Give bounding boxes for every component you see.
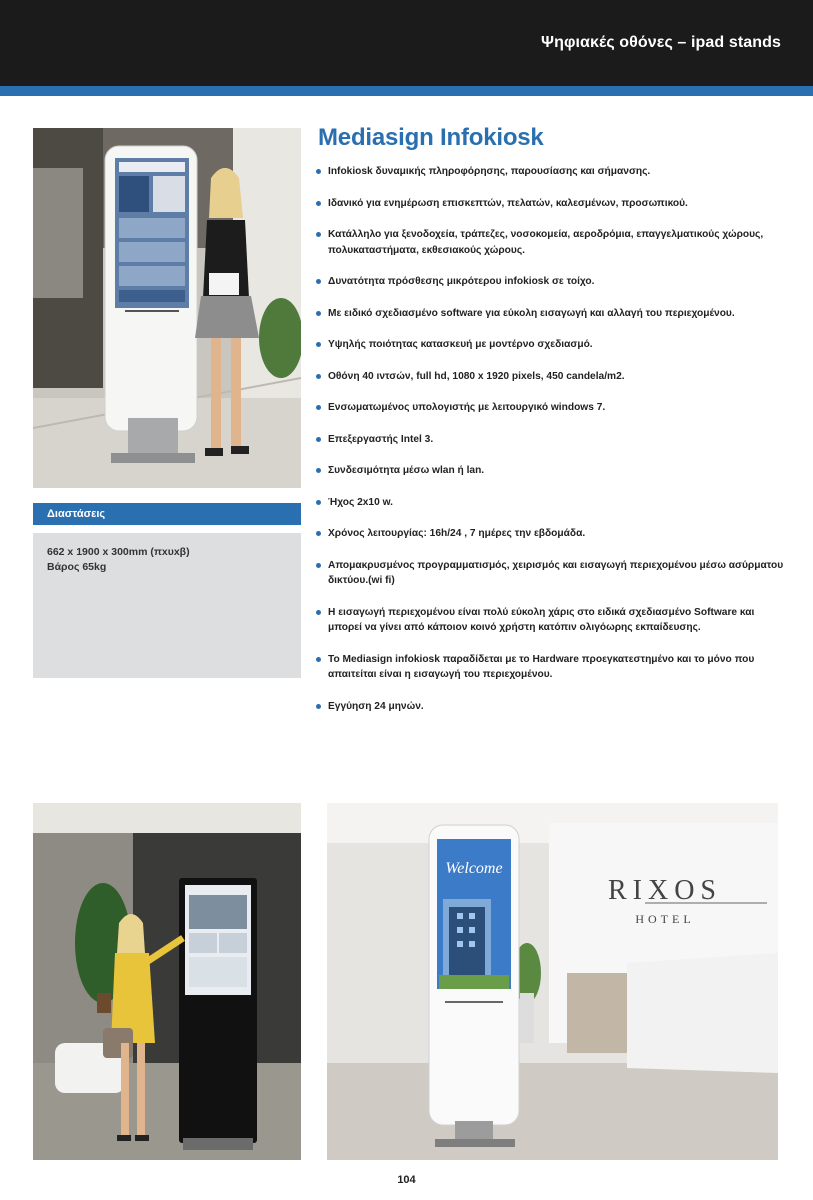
bullet-icon (316, 563, 321, 568)
feature-list (316, 164, 786, 714)
bullet-icon (316, 657, 321, 662)
feature-item: Με ειδικό σχεδιασμένο software για εύκολη εισαγωγή και αλλαγή του περιεχομένου. (316, 306, 786, 322)
feature-item: Ενσωματωμένος υπολογιστής με λειτουργικό windows 7. (316, 400, 786, 416)
welcome-text: Welcome (445, 860, 503, 877)
bullet-icon (316, 437, 321, 442)
feature-item: Οθόνη 40 ιντσών, full hd, 1080 x 1920 pixels, 450 candela/m2. (316, 369, 786, 385)
section-title: Ψηφιακές οθόνες – ipad stands (541, 34, 781, 51)
hotel-brand-text: RIXOS (607, 875, 723, 906)
bullet-icon (316, 279, 321, 284)
bullet-icon (316, 374, 321, 379)
feature-item: Εγγύηση 24 μηνών. (316, 699, 786, 715)
feature-item: Ήχος 2x10 w. (316, 495, 786, 511)
bullet-icon (316, 610, 321, 615)
bullet-icon (316, 169, 321, 174)
bullet-icon (316, 201, 321, 206)
bullet-icon (316, 500, 321, 505)
feature-item: Συνδεσιμότητα μέσω wlan ή lan. (316, 463, 786, 479)
feature-item: Δυνατότητα πρόσθεσης μικρότερου infokiosk σε τοίχο. (316, 274, 786, 290)
bullet-icon (316, 311, 321, 316)
dimensions-panel (33, 533, 301, 678)
bullet-icon (316, 468, 321, 473)
header-accent-stripe (0, 86, 813, 96)
feature-item: Infokiosk δυναμικής πληροφόρησης, παρουσίασης και σήμανσης. (316, 164, 786, 180)
dimensions-size: 662 x 1900 x 300mm (πxυxβ) (47, 546, 190, 558)
feature-item: Επεξεργαστής Intel 3. (316, 432, 786, 448)
dimensions-header: Διαστάσεις (33, 503, 301, 525)
hotel-reception-photo (327, 803, 778, 1160)
bullet-icon (316, 342, 321, 347)
feature-item: Το Mediasign infokiosk παραδίδεται με το Hardware προεγκατεστημένο και το μόνο που απαιτείται είναι η εισαγωγή του περιεχομένου. (316, 652, 786, 683)
product-title: Mediasign Infokiosk (318, 124, 544, 151)
dimensions-weight: Βάρος 65kg (47, 561, 107, 573)
page-number: 104 (397, 1174, 416, 1186)
bullet-icon (316, 405, 321, 410)
kiosk-woman-photo (33, 128, 301, 488)
bullet-icon (316, 531, 321, 536)
feature-item: Χρόνος λειτουργίας: 16h/24 , 7 ημέρες την εβδομάδα. (316, 526, 786, 542)
feature-item: Η εισαγωγή περιεχομένου είναι πολύ εύκολη χάρις στο ειδικά σχεδιασμένο Software και μπορεί να γίνει από κάποιον κοινό χρήστη κατόπιν ολιγόωρης εκπαίδευσης. (316, 605, 786, 636)
lobby-kiosk-photo (33, 803, 301, 1160)
feature-item: Ιδανικό για ενημέρωση επισκεπτών, πελατών, καλεσμένων, προσωπικού. (316, 196, 786, 212)
feature-item: Απομακρυσμένος προγραμματισμός, χειρισμός και εισαγωγή περιεχομένου μέσω ασύρματου δικτύου.(wi fi) (316, 558, 786, 589)
feature-item: Υψηλής ποιότητας κατασκευή με μοντέρνο σχεδιασμό. (316, 337, 786, 353)
hotel-word-text: HOTEL (635, 912, 695, 926)
feature-item: Κατάλληλο για ξενοδοχεία, τράπεζες, νοσοκομεία, αεροδρόμια, επαγγελματικούς χώρους, πολυκαταστήματα, εκθεσιακούς χώρους. (316, 227, 786, 258)
bullet-icon (316, 232, 321, 237)
bullet-icon (316, 704, 321, 709)
